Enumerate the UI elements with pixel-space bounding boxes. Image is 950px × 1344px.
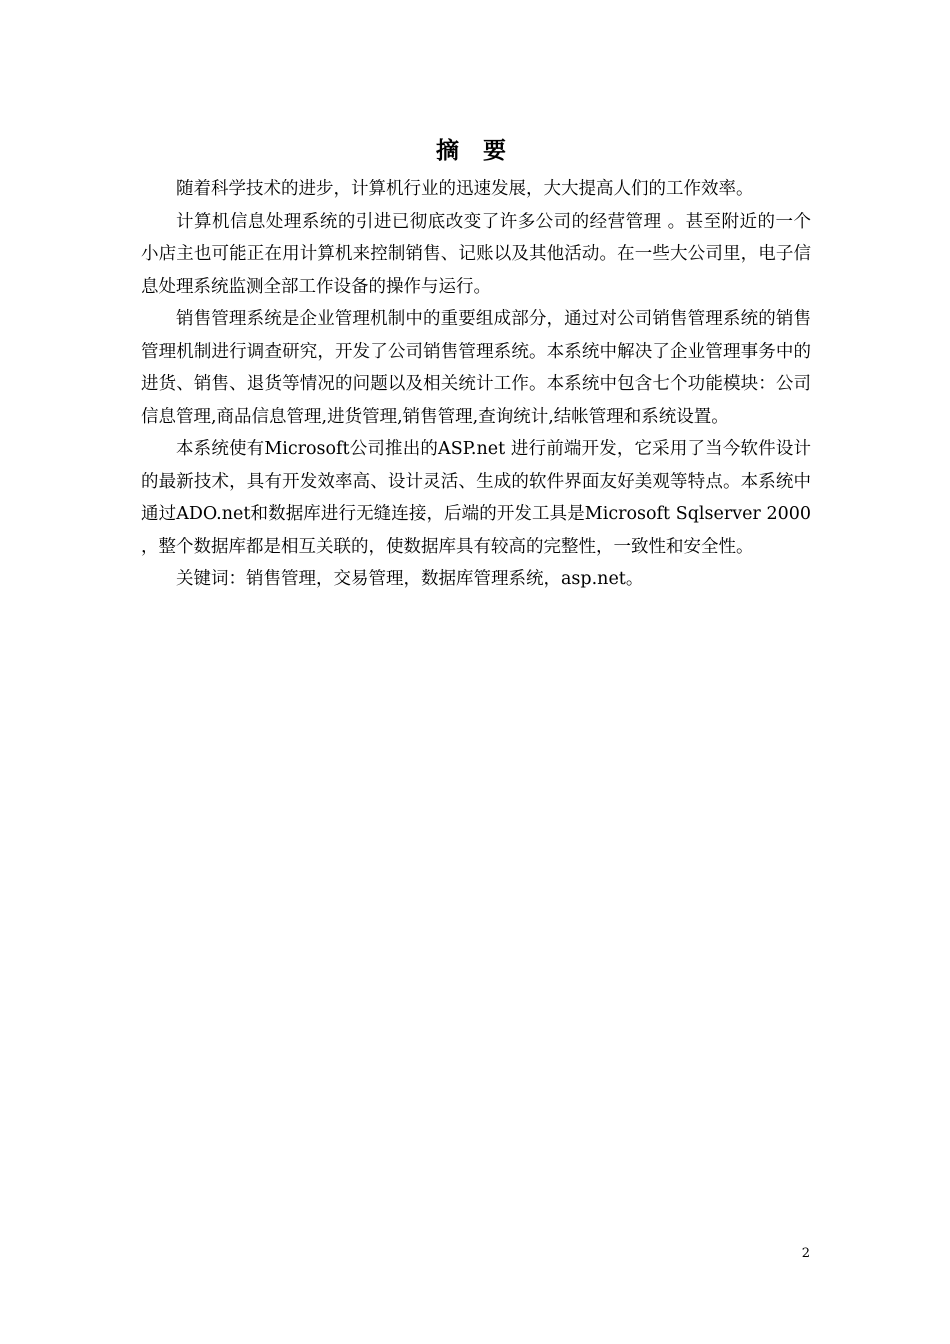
paragraph-keywords: 关键词：销售管理，交易管理，数据库管理系统，asp.net。 <box>176 569 644 589</box>
page-number: 2 <box>801 1246 810 1261</box>
paragraph-info-systems: 计算机信息处理系统的引进已彻底改变了许多公司的经营管理 。甚至附近的一个小店主也可能正在用计算机来控制销售、记账以及其他活动。在一些大公司里，电子信息处理系统监测全部工作设备的操作与运行。 <box>141 211 811 297</box>
paragraph-technology: 本系统使有Microsoft公司推出的ASP.net 进行前端开发，它采用了当今软件设计的最新技术，具有开发效率高、设计灵活、生成的软件界面友好美观等特点。本系统中通过ADO.net和数据库进行无缝连接，后端的开发工具是Microsoft Sqlserver 2000，整个数据库都是相互关联的，使数据库具有较高的完整性，一致性和安全性。 <box>141 439 811 557</box>
paragraph-intro: 随着科学技术的进步，计算机行业的迅速发展，大大提高人们的工作效率。 <box>176 179 754 199</box>
abstract-title: 摘 要 <box>435 138 514 164</box>
abstract-body <box>141 173 811 596</box>
paragraph-sales-system: 销售管理系统是企业管理机制中的重要组成部分，通过对公司销售管理系统的销售管理机制进行调查研究，开发了公司销售管理系统。本系统中解决了企业管理事务中的进货、销售、退货等情况的问题以及相关统计工作。本系统中包含七个功能模块：公司信息管理,商品信息管理,进货管理,销售管理,查询统计,结帐管理和系统设置。 <box>141 309 811 427</box>
